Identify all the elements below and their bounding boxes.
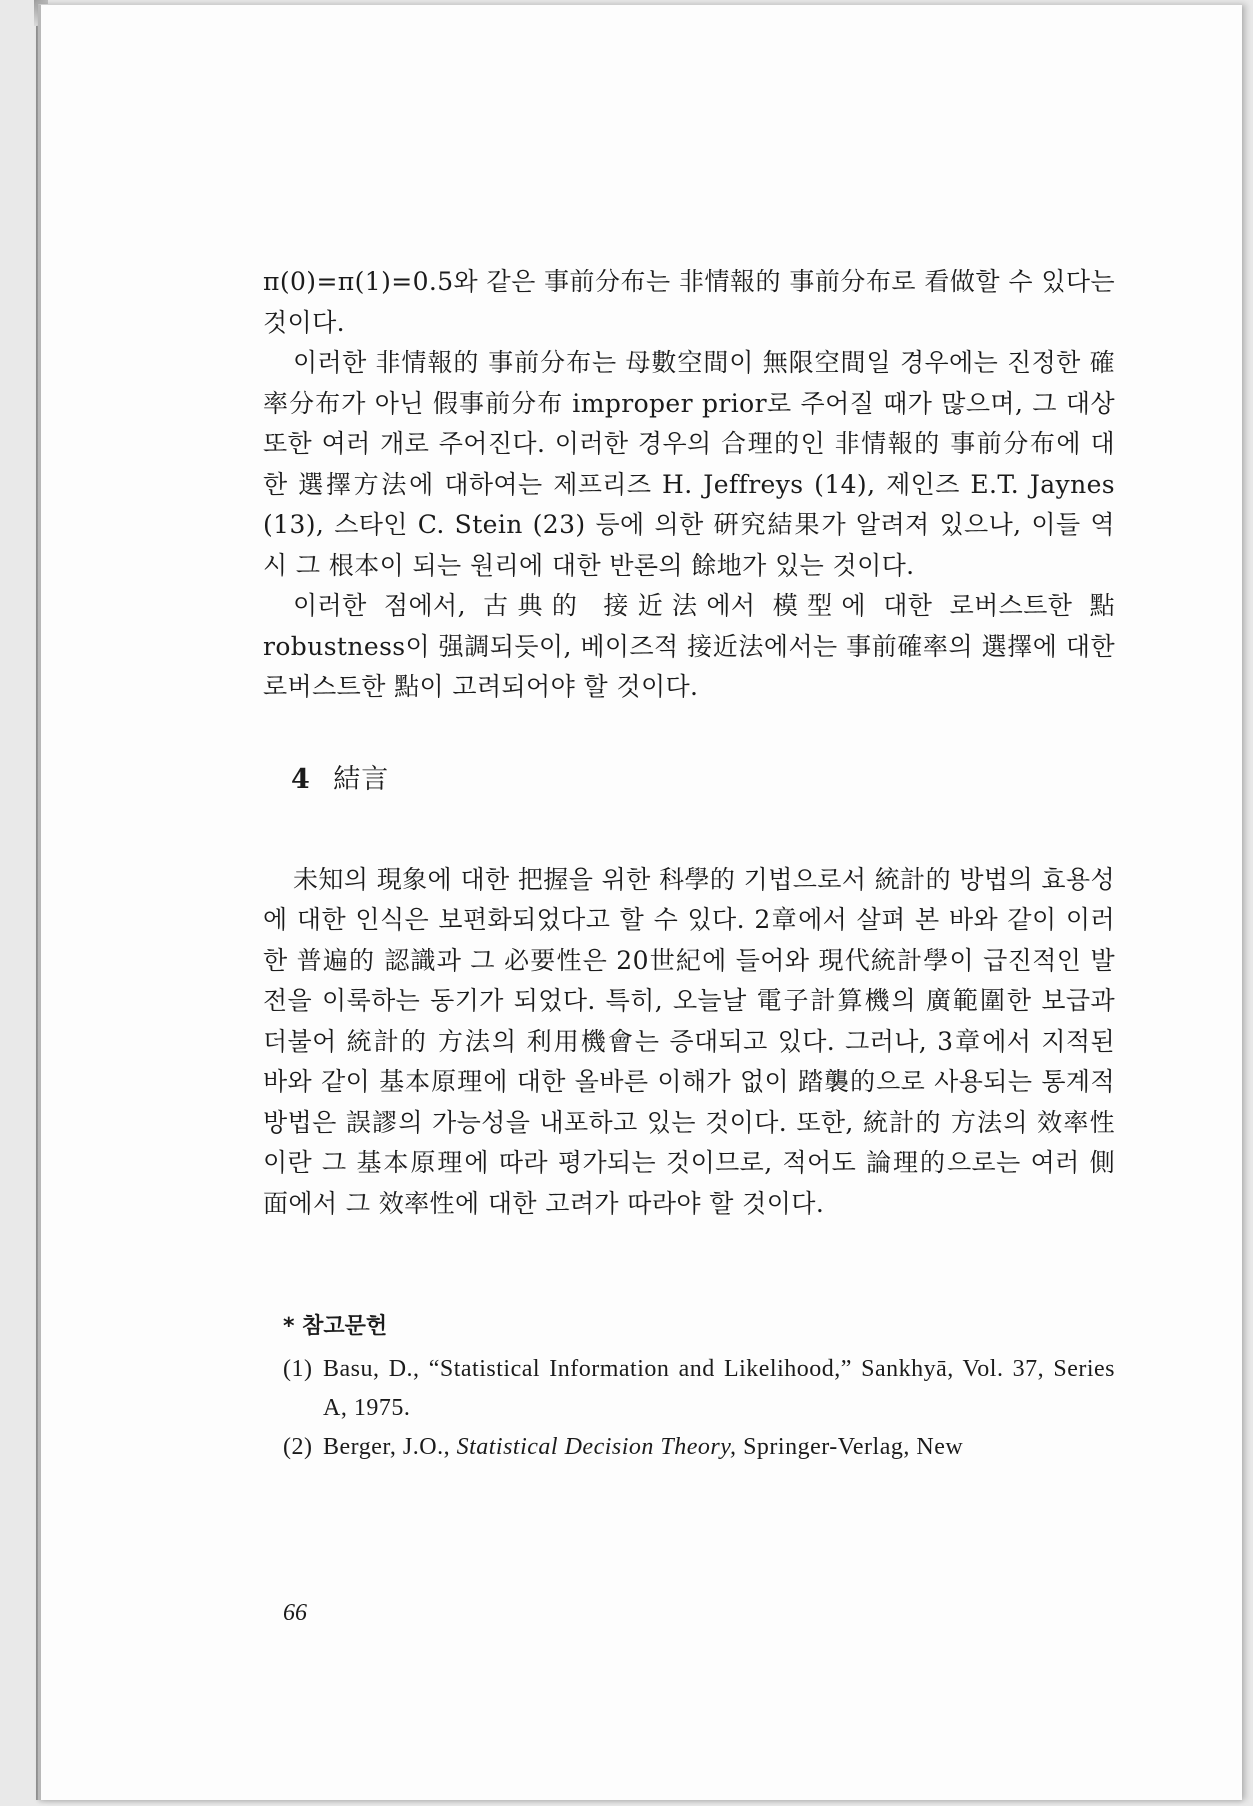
reference-author: Berger, J.O.,	[323, 1434, 451, 1460]
paragraph-improper-prior: 이러한 非情報的 事前分布는 母數空間이 無限空間일 경우에는 진정한 確率分布가 아닌 假事前分布 improper prior로 주어질 때가 많으며, 그 대상 또한 여러 개로 주어진다. 이러한 경우의 合理的인 非情報的 事前分布에 대한 選擇方法에 대하여는 제프리즈 H. Jeffreys (14), 제인즈 E.T. Jaynes (13), 스타인 C. Stein (23) 등에 의한 硏究結果가 알려져 있으나, 이들 역시 그 根本이 되는 원리에 대한 반론의 餘地가 있는 것이다.	[263, 348, 1115, 580]
paragraph-continuation: π(0)=π(1)=0.5와 같은 事前分布는 非情報的 事前分布로 看做할 수 있다는 것이다.	[263, 267, 1115, 337]
references-heading: * 참고문헌	[283, 1314, 388, 1339]
reference-text: Basu, D., “Statistical Information and Likelihood,” Sankhyā, Vol. 37, Series A, 1975.	[323, 1356, 1115, 1421]
conclusion-section	[263, 860, 1115, 1225]
section-heading	[291, 760, 1115, 800]
reference-title: Statistical Decision Theory,	[456, 1434, 737, 1460]
reference-item	[283, 1428, 1115, 1467]
reference-number: (2)	[283, 1434, 313, 1460]
reference-publisher: Springer-Verlag, New	[743, 1434, 964, 1460]
conclusion-paragraph: 未知의 現象에 대한 把握을 위한 科學的 기법으로서 統計的 방법의 효용성에 대한 인식은 보편화되었다고 할 수 있다. 2章에서 살펴 본 바와 같이 이러한 普遍的 認識과 그 必要性은 20世紀에 들어와 現代統計學이 급진적인 발전을 이룩하는 동기가 되었다. 특히, 오늘날 電子計算機의 廣範圍한 보급과 더불어 統計的 方法의 利用機會는 증대되고 있다. 그러나, 3章에서 지적된 바와 같이 基本原理에 대한 올바른 이해가 없이 踏襲的으로 사용되는 통계적 방법은 誤謬의 가능성을 내포하고 있는 것이다. 또한, 統計的 方法의 效率性이란 그 基本原理에 따라 평가되는 것이므로, 적어도 論理的으로는 여러 側面에서 그 效率性에 대한 고려가 따라야 할 것이다.	[263, 864, 1115, 1218]
references-section	[263, 1310, 1115, 1467]
reference-item	[283, 1350, 1115, 1428]
reference-number: (1)	[283, 1356, 313, 1382]
top-paragraphs	[263, 262, 1115, 708]
page-body	[263, 262, 1115, 1467]
section-title: 結言	[333, 763, 390, 795]
section-number: 4	[291, 763, 311, 795]
page-number: 66	[283, 1600, 307, 1626]
paragraph-robustness: 이러한 점에서, 古典的 接近法에서 模型에 대한 로버스트한 點 robustness이 强調되듯이, 베이즈적 接近法에서는 事前確率의 選擇에 대한 로버스트한 點이 고려되어야 할 것이다.	[263, 591, 1115, 701]
